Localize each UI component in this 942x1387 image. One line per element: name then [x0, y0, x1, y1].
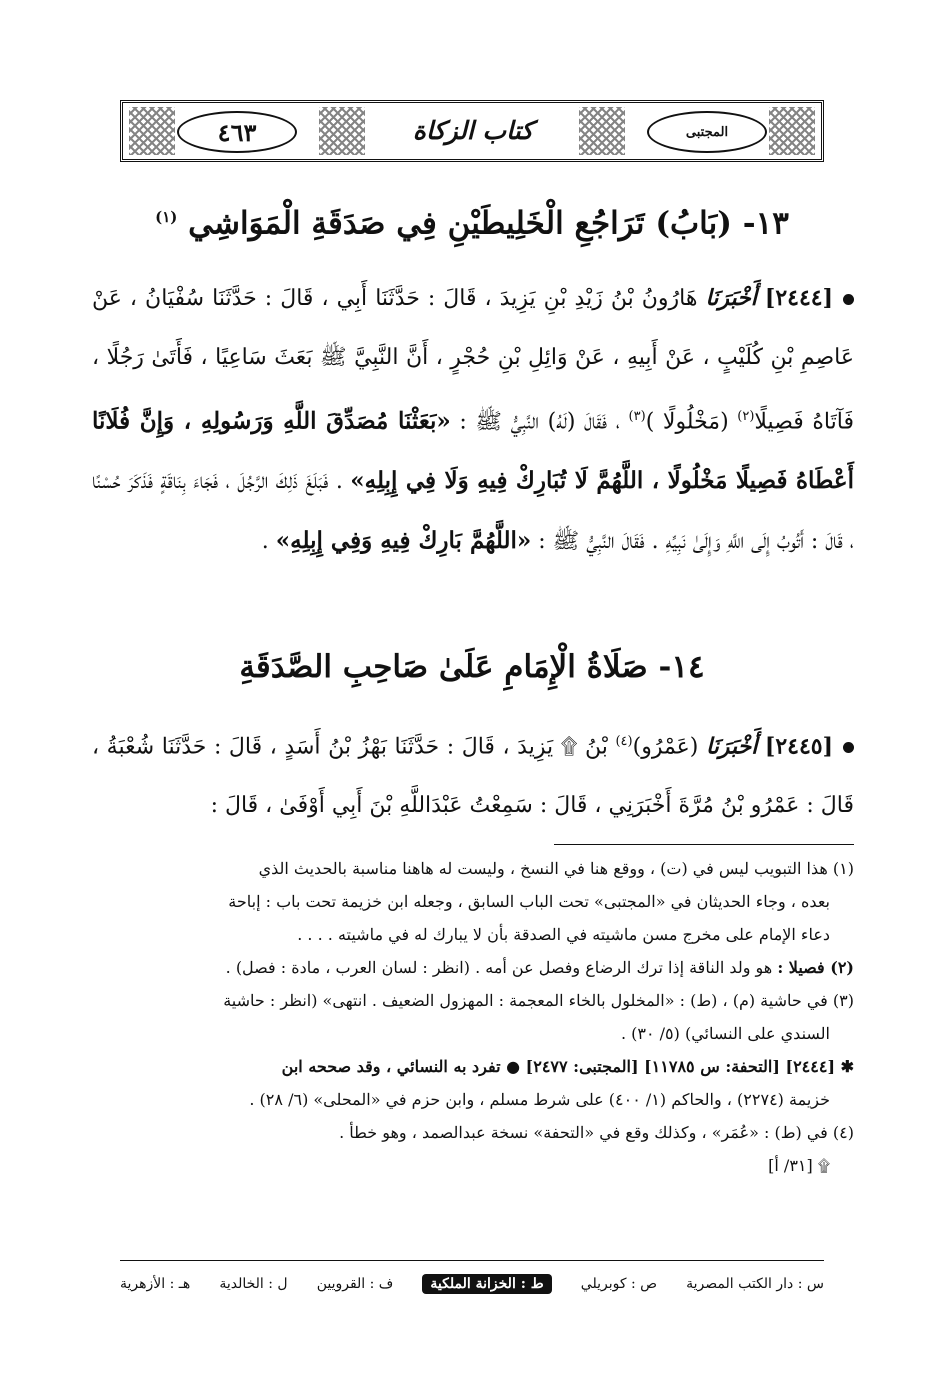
footnote-ref: (٢): [737, 409, 755, 424]
section-heading-14: [120, 642, 824, 692]
footnote-text: هو ولد الناقة إذا ترك الرضاع وفصل عن أمه . (انظر : لسان العرب ، مادة : فصل) .: [225, 958, 773, 977]
takhrij-note: ✱ [٢٤٤٤] [التحفة: س ١١٧٨٥] [المجتبى: ٢٤٧٧] ● تفرد به النسائي ، وقد صححه ابن: [281, 1057, 854, 1076]
legend-item: ف : القرويين: [316, 1276, 394, 1292]
footnote-1: (١) هذا التبويب ليس في (ت) ، ووقع هنا في النسخ ، وليست له هاهنا مناسبة بالحديث الذي: [258, 859, 854, 878]
footnote-3: (٣) في حاشية (م) ، (ط) : «المخلول بالخاء المعجمة : المهزول الضعيف . انتهى» (انظر : حاشية: [223, 991, 854, 1010]
footnote-ref: (٤): [615, 734, 633, 749]
footnote-2: [92, 951, 854, 984]
header-ornament: [129, 107, 175, 155]
legend-item: ل : الخالدية: [219, 1276, 288, 1292]
footnote-1-cont: دعاء الإمام على مخرج مسن ماشيته في الصدقة بأن لا يبارك له في ماشيته . . . .: [297, 925, 830, 944]
hadith-intro: أَخْبَرَنَا: [705, 285, 757, 311]
legend-separator: [120, 1260, 824, 1261]
footnote-ref: (٣): [628, 409, 646, 424]
header-ornament: [769, 107, 815, 155]
section-heading-text: ١٣- (بَابُ) تَرَاجُعِ الْخَلِيطَيْنِ فِي صَدَقَةِ الْمَوَاشِي: [188, 205, 789, 242]
hadith-text: بْنُ ۩ يَزِيدَ ، قَالَ : حَدَّثَنَا بَهْزُ بْنُ أَسَدٍ ، قَالَ : حَدَّثَنَا شُعْبَةُ ، قَالَ : عَمْرُو بْنُ مُرَّةَ أَخْبَرَنِي ، قَالَ : سَمِعْتُ عَبْدَاللَّهِ بْنَ أَبِي أَوْفَىٰ ، قَالَ :: [92, 734, 854, 819]
legend-item: س : دار الكتب المصرية: [686, 1276, 824, 1292]
legend-item: ص : كوبريلي: [580, 1276, 658, 1292]
prophetic-quote: «اللَّهُمَّ بَارِكْ فِيهِ وَفِي إِبِلِهِ»: [275, 527, 532, 555]
footnote-3-cont: السندي على النسائي) (٥/ ٣٠) .: [620, 1024, 830, 1043]
hadith-text: . فَبَلَغَ ذَلِكَ الرَّجُلَ ، فَجَاءَ بِنَاقَةٍ فَذَكَرَ حُسْنًا ، قَالَ : أَتُوبُ إِلَى اللَّهِ وَإِلَىٰ نَبِيِّهِ . فَقَالَ النَّبِيُّ ﷺ :: [92, 469, 854, 555]
footnote-separator: [554, 844, 854, 845]
hadith-text: ، فَقَالَ (لَهُ) النَّبِيُّ ﷺ :: [459, 409, 620, 435]
footnotes: [92, 852, 854, 1182]
hadith-2444: [92, 269, 854, 571]
running-header: [120, 100, 824, 162]
chapter-title: كتاب الزكاة: [412, 116, 534, 145]
legend-item-highlighted: ط : الخزانة الملكية: [422, 1274, 551, 1294]
bullet-icon: [843, 294, 854, 305]
folio-marker: ۩ [٣١/ أ]: [768, 1156, 830, 1175]
header-ornament: [319, 107, 365, 155]
footnote-1-cont: بعده ، وجاء الحديثان في «المجتبى» تحت الباب السابق ، وجعله ابن خزيمة تحت باب : إباحة: [228, 892, 830, 911]
hadith-intro: أَخْبَرَنَا: [705, 733, 758, 760]
book-title-cartouche: المجتبى: [647, 111, 767, 153]
legend-item: هـ : الأزهرية: [120, 1276, 191, 1292]
footnote-term: (٢) فصيلا :: [777, 958, 854, 977]
takhrij-note-cont: خزيمة (٢٢٧٤) ، والحاكم (١/ ٤٠٠) على شرط مسلم ، وابن حزم في «المحلى» (٦/ ٢٨) .: [249, 1090, 830, 1109]
page-number: ٤٦٣: [177, 111, 297, 153]
prophetic-quote: «بَعَثْنَا مُصَدِّقَ اللَّهِ وَرَسُولِهِ ، وَإِنَّ فُلَانًا أَعْطَاهُ فَصِيلًا مَخْلُولًا ، اللَّهُمَّ لَا تُبَارِكْ فِيهِ وَلَا فِي إِبِلِهِ»: [92, 407, 854, 495]
section-heading-text: ١٤- صَلَاةُ الْإِمَامِ عَلَىٰ صَاحِبِ الصَّدَقَةِ: [239, 649, 705, 685]
hadith-text: .: [261, 529, 269, 555]
bullet-icon: [843, 742, 854, 753]
manuscript-legend: [120, 1270, 824, 1298]
hadith-number: [٢٤٤٥]: [764, 733, 834, 760]
footnote-ref: (١): [155, 208, 178, 226]
header-ornament: [579, 107, 625, 155]
hadith-2445: [92, 712, 854, 835]
hadith-text: (مَخْلُولًا ): [645, 409, 729, 435]
hadith-number: [٢٤٤٤]: [764, 285, 834, 311]
section-heading-13: [120, 192, 824, 248]
footnote-4: (٤) في (ط) : «عُمَر» ، وكذلك وقع في «التحفة» نسخة عبدالصمد ، وهو خطأ .: [339, 1123, 854, 1142]
hadith-text: هَارُونُ بْنُ زَيْدِ بْنِ يَزِيدَ ، قَالَ : حَدَّثَنَا أَبِي ، قَالَ : حَدَّثَنَا سُفْيَانُ ، عَنْ عَاصِمِ بْنِ كُلَيْبٍ ، عَنْ أَبِيهِ ، عَنْ وَائِلِ بْنِ حُجْرٍ ، أَنَّ النَّبِيَّ ﷺ بَعَثَ سَاعِيًا ، فَأَتَىٰ رَجُلًا ، فَآتَاهُ فَصِيلًا: [92, 286, 854, 435]
hadith-text: (عَمْرُو): [632, 734, 699, 760]
